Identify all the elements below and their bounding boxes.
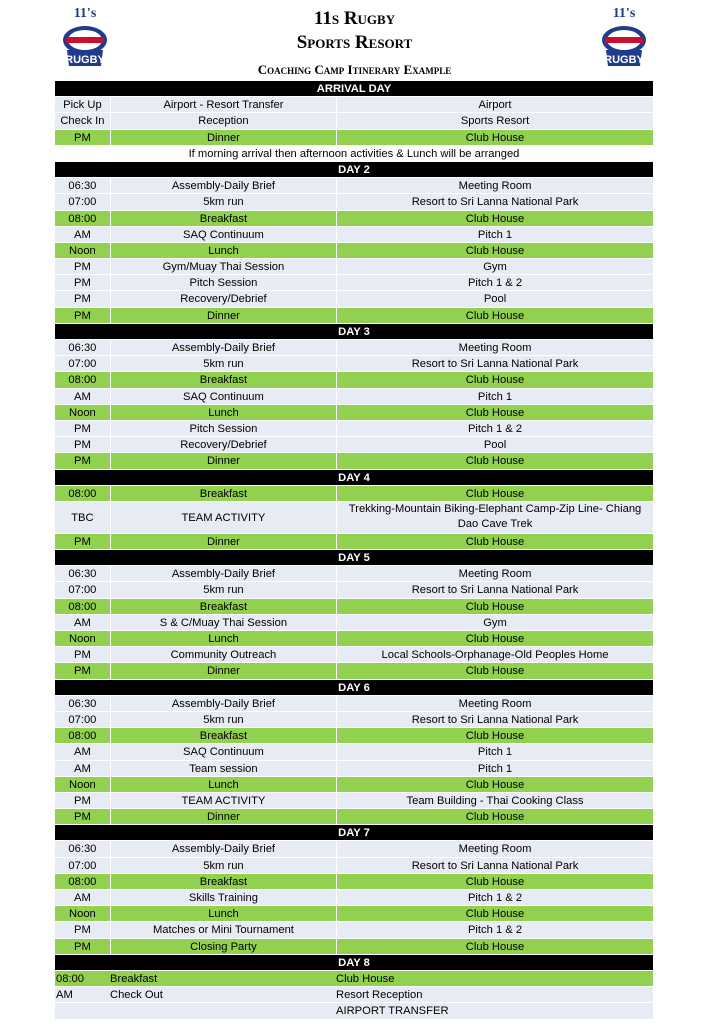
location-cell: Team Building - Thai Cooking Class [406, 794, 584, 807]
activity-cell: Breakfast [111, 372, 337, 387]
table-row [55, 631, 653, 647]
location-cell: Club House [465, 131, 525, 144]
location-cell: Meeting Room [458, 180, 532, 193]
table-row [55, 971, 653, 987]
time-cell: PM [55, 647, 111, 662]
time-cell: 07:00 [55, 194, 111, 209]
table-row [55, 211, 653, 227]
table-row [55, 599, 653, 615]
table-row [55, 858, 653, 874]
table-row [55, 421, 653, 437]
time-cell: PM [55, 922, 111, 937]
activity-cell: Assembly-Daily Brief [111, 178, 337, 193]
location-cell: Resort to Sri Lanna National Park [411, 859, 579, 872]
activity-cell: Dinner [111, 534, 337, 549]
page-subtitle: Coaching Camp Itinerary Example [257, 62, 452, 77]
activity-cell: 5km run [111, 194, 337, 209]
time-cell: PM [55, 437, 111, 452]
location-cell: Club House [336, 973, 395, 985]
location-cell: Pitch 1 [477, 746, 513, 759]
time-cell: PM [55, 809, 111, 824]
time-cell: 08:00 [55, 211, 111, 226]
day-header: ARRIVAL DAY [55, 81, 653, 97]
time-cell: PM [55, 793, 111, 808]
activity-cell: Matches or Mini Tournament [111, 922, 337, 937]
activity-cell: Assembly-Daily Brief [111, 340, 337, 355]
time-cell: Noon [55, 631, 111, 646]
location-cell: Club House [465, 244, 525, 257]
location-cell: Pitch 1 [477, 390, 513, 403]
table-row [55, 502, 653, 534]
logo-top-text: 11's [612, 6, 636, 21]
table-row [55, 647, 653, 663]
itinerary-table [55, 81, 653, 971]
location-cell: Resort to Sri Lanna National Park [411, 584, 579, 597]
activity-cell: Lunch [111, 243, 337, 258]
activity-cell: Team session [111, 761, 337, 776]
day-header: DAY 6 [55, 680, 653, 696]
logo-top-text: 11's [73, 6, 97, 21]
table-row [55, 534, 653, 550]
table-row [55, 566, 653, 582]
activity-cell: S & C/Muay Thai Session [111, 615, 337, 630]
location-cell: Club House [465, 633, 525, 645]
location-cell: Airport [478, 99, 512, 112]
table-row [55, 130, 653, 146]
activity-cell: Gym/Muay Thai Session [111, 259, 337, 274]
activity-cell: Dinner [111, 809, 337, 824]
activity-cell: SAQ Continuum [111, 227, 337, 242]
table-row [55, 389, 653, 405]
location-cell: Club House [465, 487, 525, 500]
table-row [55, 922, 653, 938]
location-cell: Pitch 1 [477, 228, 513, 241]
location-cell: Club House [465, 600, 525, 613]
location-cell: Pitch 1 & 2 [467, 277, 523, 290]
activity-cell: TEAM ACTIVITY [111, 502, 337, 533]
table-row [55, 437, 653, 453]
table-row [55, 227, 653, 243]
activity-cell: Recovery/Debrief [111, 291, 337, 306]
activity-cell: Breakfast [111, 599, 337, 614]
table-row [55, 939, 653, 955]
activity-cell: 5km run [111, 356, 337, 371]
activity-cell: Dinner [111, 130, 337, 145]
table-row [55, 194, 653, 210]
time-cell: AM [55, 389, 111, 404]
location-cell: Pool [483, 293, 507, 306]
table-row [55, 663, 653, 679]
time-cell: AM [55, 615, 111, 630]
location-cell: Resort to Sri Lanna National Park [411, 358, 579, 371]
activity-cell: 5km run [111, 858, 337, 873]
activity-cell: TEAM ACTIVITY [111, 793, 337, 808]
page-title-line2: Sports Resort [296, 32, 413, 53]
activity-cell: Assembly-Daily Brief [111, 566, 337, 581]
time-cell: 07:00 [55, 712, 111, 727]
activity-cell: Check Out [110, 989, 163, 1002]
activity-cell: Recovery/Debrief [111, 437, 337, 452]
table-row [55, 841, 653, 857]
activity-cell: Community Outreach [111, 647, 337, 662]
activity-cell: Lunch [111, 777, 337, 792]
location-cell: Club House [465, 730, 525, 743]
logo-bottom-text: RUGBY [65, 54, 105, 66]
time-cell: 06:30 [55, 566, 111, 581]
table-row [55, 696, 653, 712]
table-row [55, 340, 653, 356]
activity-cell: Dinner [111, 308, 337, 323]
time-cell: PM [55, 308, 111, 323]
time-cell: PM [55, 421, 111, 436]
table-row [55, 291, 653, 307]
time-cell: AM [55, 890, 111, 905]
activity-cell: Airport - Resort Transfer [111, 97, 337, 112]
activity-cell: Pitch Session [111, 421, 337, 436]
location-cell: Club House [465, 406, 525, 419]
activity-cell: Dinner [111, 663, 337, 678]
activity-cell: Breakfast [110, 973, 158, 985]
location-cell: Meeting Room [458, 697, 532, 710]
day-header: DAY 8 [55, 955, 653, 971]
activity-cell: 5km run [111, 582, 337, 597]
location-cell: Sports Resort [460, 115, 530, 128]
time-cell: 07:00 [55, 356, 111, 371]
location-cell: Club House [465, 940, 525, 953]
location-cell: Club House [465, 811, 525, 824]
day-header: DAY 5 [55, 550, 653, 566]
table-row [55, 987, 653, 1003]
location-cell: Meeting Room [458, 568, 532, 581]
activity-cell: Breakfast [111, 728, 337, 743]
location-cell: Meeting Room [458, 843, 532, 856]
time-cell: Noon [55, 906, 111, 921]
time-cell: AM [55, 227, 111, 242]
activity-cell: Breakfast [111, 874, 337, 889]
time-cell: 06:30 [55, 178, 111, 193]
time-cell: Noon [55, 243, 111, 258]
time-cell: PM [55, 130, 111, 145]
location-cell: Resort to Sri Lanna National Park [411, 713, 579, 726]
time-cell: 08:00 [55, 372, 111, 387]
table-row [55, 97, 653, 113]
time-cell: 06:30 [55, 340, 111, 355]
table-row [55, 777, 653, 793]
activity-cell: Assembly-Daily Brief [111, 696, 337, 711]
table-row [55, 890, 653, 906]
time-cell: PM [55, 939, 111, 954]
time-cell: 08:00 [55, 728, 111, 743]
activity-cell: SAQ Continuum [111, 744, 337, 759]
location-cell: Club House [465, 908, 525, 921]
location-cell: Pitch 1 & 2 [467, 924, 523, 937]
location-cell: Club House [465, 374, 525, 387]
time-cell: Check In [55, 113, 111, 128]
activity-cell: Reception [111, 113, 337, 128]
location-cell: Resort to Sri Lanna National Park [411, 196, 579, 209]
table-row [55, 761, 653, 777]
time-cell: PM [55, 534, 111, 549]
time-cell: TBC [55, 502, 111, 533]
activity-cell: Breakfast [111, 486, 337, 501]
location-cell: Trekking-Mountain Biking-Elephant Camp-Zip Line- Chiang Dao Cave Trek [348, 503, 642, 531]
location-cell: Club House [465, 778, 525, 791]
time-cell: AM [56, 989, 73, 1002]
time-cell: Pick Up [55, 97, 111, 112]
table-row [55, 1003, 653, 1019]
activity-cell: Skills Training [111, 890, 337, 905]
day-header: DAY 3 [55, 324, 653, 340]
location-cell: Club House [465, 309, 525, 322]
time-cell: 06:30 [55, 841, 111, 856]
table-row [55, 809, 653, 825]
page-title: 11s Rugby [313, 8, 396, 29]
day-header: DAY 4 [55, 470, 653, 486]
time-cell: PM [55, 259, 111, 274]
table-row [55, 793, 653, 809]
table-row [55, 874, 653, 890]
table-row [55, 259, 653, 275]
time-cell: Noon [55, 777, 111, 792]
arrival-note: If morning arrival then afternoon activities & Lunch will be arranged [55, 146, 653, 162]
day-header: DAY 2 [55, 162, 653, 178]
table-row [55, 486, 653, 502]
location-cell: Club House [465, 455, 525, 468]
table-row [55, 356, 653, 372]
time-cell: PM [55, 663, 111, 678]
location-cell: Club House [465, 212, 525, 225]
table-row [55, 243, 653, 259]
table-row [55, 372, 653, 388]
location-cell: Pool [483, 439, 507, 452]
activity-cell: Dinner [111, 453, 337, 468]
activity-cell: 5km run [111, 712, 337, 727]
day-header: DAY 7 [55, 825, 653, 841]
time-cell: PM [55, 291, 111, 306]
logo-bottom-text: RUGBY [604, 54, 644, 66]
table-row [55, 308, 653, 324]
location-cell: Club House [465, 535, 525, 548]
time-cell: 08:00 [55, 599, 111, 614]
location-cell: Meeting Room [458, 342, 532, 354]
time-cell: 07:00 [55, 858, 111, 873]
day8-rows [55, 971, 653, 1020]
table-row [55, 178, 653, 194]
table-row [55, 275, 653, 291]
time-cell: 08:00 [55, 486, 111, 501]
time-cell: 08:00 [55, 874, 111, 889]
activity-cell: Closing Party [111, 939, 337, 954]
location-cell: Pitch 1 & 2 [467, 422, 523, 435]
time-cell: AM [55, 761, 111, 776]
activity-cell: Pitch Session [111, 275, 337, 290]
table-row [55, 582, 653, 598]
activity-cell: Assembly-Daily Brief [111, 841, 337, 856]
activity-cell: SAQ Continuum [111, 389, 337, 404]
time-cell: 07:00 [55, 582, 111, 597]
location-cell: AIRPORT TRANSFER [336, 1005, 449, 1018]
table-row [55, 615, 653, 631]
time-cell: PM [55, 275, 111, 290]
activity-cell: Breakfast [111, 211, 337, 226]
location-cell: Gym [483, 261, 507, 274]
table-row [55, 728, 653, 744]
table-row [55, 712, 653, 728]
time-cell: PM [55, 453, 111, 468]
table-row [55, 405, 653, 421]
activity-cell: Lunch [111, 906, 337, 921]
location-cell: Gym [483, 616, 507, 629]
location-cell: Pitch 1 [477, 762, 513, 775]
time-cell: AM [55, 744, 111, 759]
location-cell: Pitch 1 & 2 [467, 892, 523, 904]
time-cell: 08:00 [56, 973, 84, 985]
table-row [55, 906, 653, 922]
location-cell: Club House [465, 875, 525, 888]
location-cell: Resort Reception [336, 989, 423, 1002]
time-cell: 06:30 [55, 696, 111, 711]
activity-cell: Lunch [111, 631, 337, 646]
time-cell: Noon [55, 405, 111, 420]
activity-cell: Lunch [111, 405, 337, 420]
table-row [55, 113, 653, 129]
table-row [55, 744, 653, 760]
location-cell: Club House [465, 665, 525, 678]
table-row [55, 453, 653, 469]
location-cell: Local Schools-Orphanage-Old Peoples Home [381, 649, 609, 662]
